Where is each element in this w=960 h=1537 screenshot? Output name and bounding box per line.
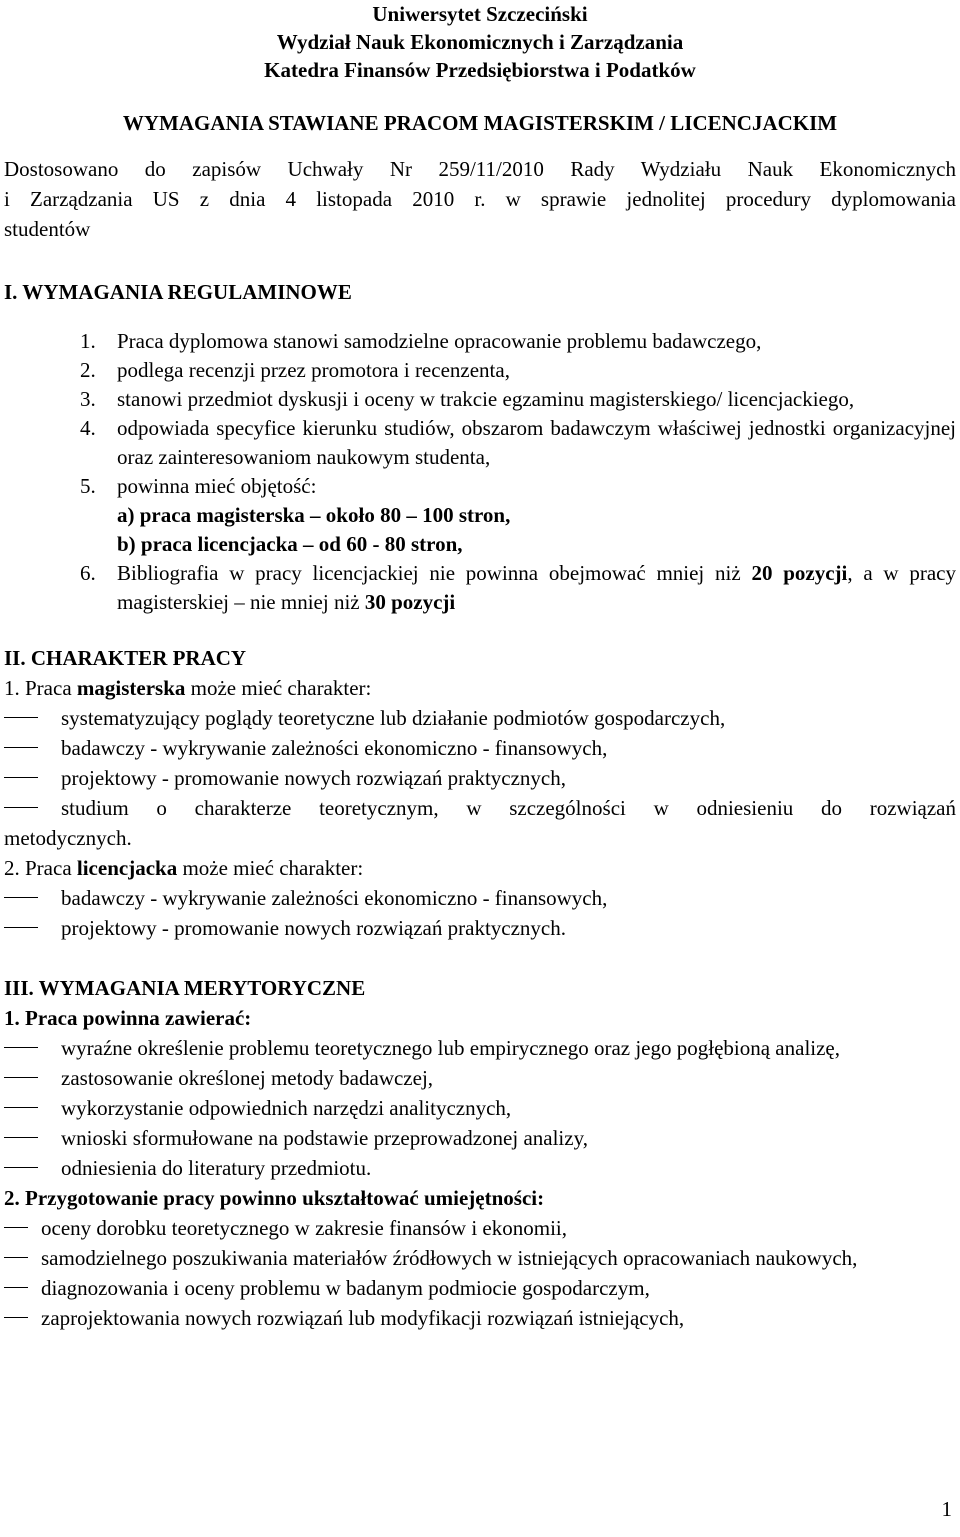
paragraph-magisterska — [4, 673, 956, 703]
intro-paragraph — [4, 154, 956, 244]
bold-value: 20 pozycji — [751, 561, 848, 585]
list-item — [4, 356, 956, 385]
section-heading-2: II. CHARAKTER PRACY — [4, 646, 247, 670]
list-number: 2. — [80, 358, 96, 382]
subsection-heading: 2. Przygotowanie pracy powinno ukształtować umiejętności: — [4, 1186, 545, 1210]
document-page — [4, 0, 956, 1333]
university-name: Uniwersytet Szczeciński — [372, 2, 588, 26]
dash-bullet — [4, 717, 38, 718]
dash-bullet — [4, 1077, 38, 1078]
subsection-heading: 1. Praca powinna zawierać: — [4, 1006, 252, 1030]
list-number: 4. — [80, 416, 96, 440]
intro-line: Dostosowano do zapisów Uchwały Nr 259/11/2010 Rady Wydziału Nauk Ekonomicznych — [4, 157, 956, 181]
list-number: 3. — [80, 387, 96, 411]
list-text: Praca dyplomowa stanowi samodzielne opracowanie problemu badawczego, — [117, 329, 762, 353]
dash-bullet — [4, 1167, 38, 1168]
list-number: 6. — [80, 561, 96, 585]
item-text: badawczy - wykrywanie zależności ekonomiczno - finansowych, — [61, 736, 608, 760]
section-heading-3: III. WYMAGANIA MERYTORYCZNE — [4, 976, 366, 1000]
sub-item-a: a) praca magisterska – około 80 – 100 stron, — [117, 503, 511, 527]
item-text: wnioski sformułowane na podstawie przeprowadzonej analizy, — [61, 1126, 588, 1150]
dash-item — [4, 1153, 956, 1183]
dash-item — [4, 1243, 956, 1273]
dash-bullet — [4, 777, 38, 778]
intro-line: i Zarządzania US z dnia 4 listopada 2010 r. w sprawie jednolitej procedury dyplomowania — [4, 187, 956, 211]
list-item — [4, 327, 956, 356]
list-number: 1. — [80, 329, 96, 353]
dash-item — [4, 763, 956, 793]
list-text: odpowiada specyfice kierunku studiów, obszarom badawczym właściwej jednostki organizacyjnej oraz zainteresowaniom naukowym studenta, — [117, 416, 956, 469]
dash-item — [4, 1123, 956, 1153]
section-heading-1: I. WYMAGANIA REGULAMINOWE — [4, 280, 352, 304]
item-text: diagnozowania i oceny problemu w badanym podmiocie gospodarczym, — [41, 1276, 650, 1300]
dash-bullet — [4, 897, 38, 898]
dash-item — [4, 793, 956, 823]
document-title: WYMAGANIA STAWIANE PRACOM MAGISTERSKIM / LICENCJACKIM — [122, 111, 838, 135]
text: 1. Praca — [4, 676, 77, 700]
dash-item — [4, 733, 956, 763]
list-item — [4, 472, 956, 559]
bold-term: licencjacka — [76, 856, 178, 880]
dash-bullet — [4, 1317, 28, 1318]
item-text: systematyzujący poglądy teoretyczne lub działanie podmiotów gospodarczych, — [61, 706, 726, 730]
dash-item — [4, 1303, 956, 1333]
intro-line: studentów — [4, 217, 91, 241]
item-text: projektowy - promowanie nowych rozwiązań praktycznych, — [61, 766, 566, 790]
item-text: zastosowanie określonej metody badawczej, — [61, 1066, 434, 1090]
list-text: podlega recenzji przez promotora i recenzenta, — [117, 358, 510, 382]
continuation-text: metodycznych. — [4, 826, 132, 850]
dash-bullet — [4, 1287, 28, 1288]
item-text: odniesienia do literatury przedmiotu. — [61, 1156, 372, 1180]
item-text: zaprojektowania nowych rozwiązań lub modyfikacji rozwiązań istniejących, — [41, 1306, 685, 1330]
department-name: Katedra Finansów Przedsiębiorstwa i Podatków — [264, 58, 696, 82]
dash-item — [4, 1033, 956, 1063]
dash-item — [4, 1273, 956, 1303]
dash-bullet — [4, 807, 38, 808]
dash-bullet — [4, 1227, 28, 1228]
item-text: studium o charakterze teoretycznym, w szczególności w odniesieniu do rozwiązań — [61, 796, 956, 820]
item-text: wyraźne określenie problemu teoretycznego lub empirycznego oraz jego pogłębioną analizę, — [61, 1036, 840, 1060]
list-item — [4, 414, 956, 472]
list-text: powinna mieć objętość: — [117, 474, 317, 498]
faculty-name: Wydział Nauk Ekonomicznych i Zarządzania — [276, 30, 684, 54]
dash-bullet — [4, 1107, 38, 1108]
list-text: , a w pracy magisterskiej – nie mniej niż — [117, 561, 956, 614]
item-text: oceny dorobku teoretycznego w zakresie finansów i ekonomii, — [41, 1216, 567, 1240]
dash-bullet — [4, 1257, 28, 1258]
dash-bullet — [4, 1137, 38, 1138]
bold-term: magisterska — [76, 676, 186, 700]
page-number: 1 — [941, 1497, 952, 1521]
dash-item — [4, 703, 956, 733]
sub-item-b: b) praca licencjacka – od 60 - 80 stron, — [117, 532, 463, 556]
item-text: projektowy - promowanie nowych rozwiązań praktycznych. — [61, 916, 566, 940]
dash-item — [4, 1063, 956, 1093]
dash-bullet — [4, 927, 38, 928]
paragraph-licencjacka — [4, 853, 956, 883]
text: 2. Praca — [4, 856, 77, 880]
text: może mieć charakter: — [177, 856, 364, 880]
item-text: samodzielnego poszukiwania materiałów źródłowych w istniejących opracowaniach naukowych, — [41, 1246, 858, 1270]
bold-value: 30 pozycji — [364, 590, 456, 614]
list-number: 5. — [80, 474, 96, 498]
dash-item — [4, 913, 956, 943]
list-item — [4, 559, 956, 617]
dash-bullet — [4, 747, 38, 748]
list-text: stanowi przedmiot dyskusji i oceny w trakcie egzaminu magisterskiego/ licencjackiego, — [117, 387, 855, 411]
item-text: badawczy - wykrywanie zależności ekonomiczno - finansowych, — [61, 886, 608, 910]
dash-item — [4, 1213, 956, 1243]
regulation-list — [4, 327, 956, 617]
dash-bullet — [4, 1047, 38, 1048]
dash-item — [4, 1093, 956, 1123]
item-text: wykorzystanie odpowiednich narzędzi analitycznych, — [61, 1096, 512, 1120]
list-item — [4, 385, 956, 414]
text: może mieć charakter: — [185, 676, 372, 700]
dash-item — [4, 883, 956, 913]
list-text: Bibliografia w pracy licencjackiej nie powinna obejmować mniej niż — [117, 561, 752, 585]
